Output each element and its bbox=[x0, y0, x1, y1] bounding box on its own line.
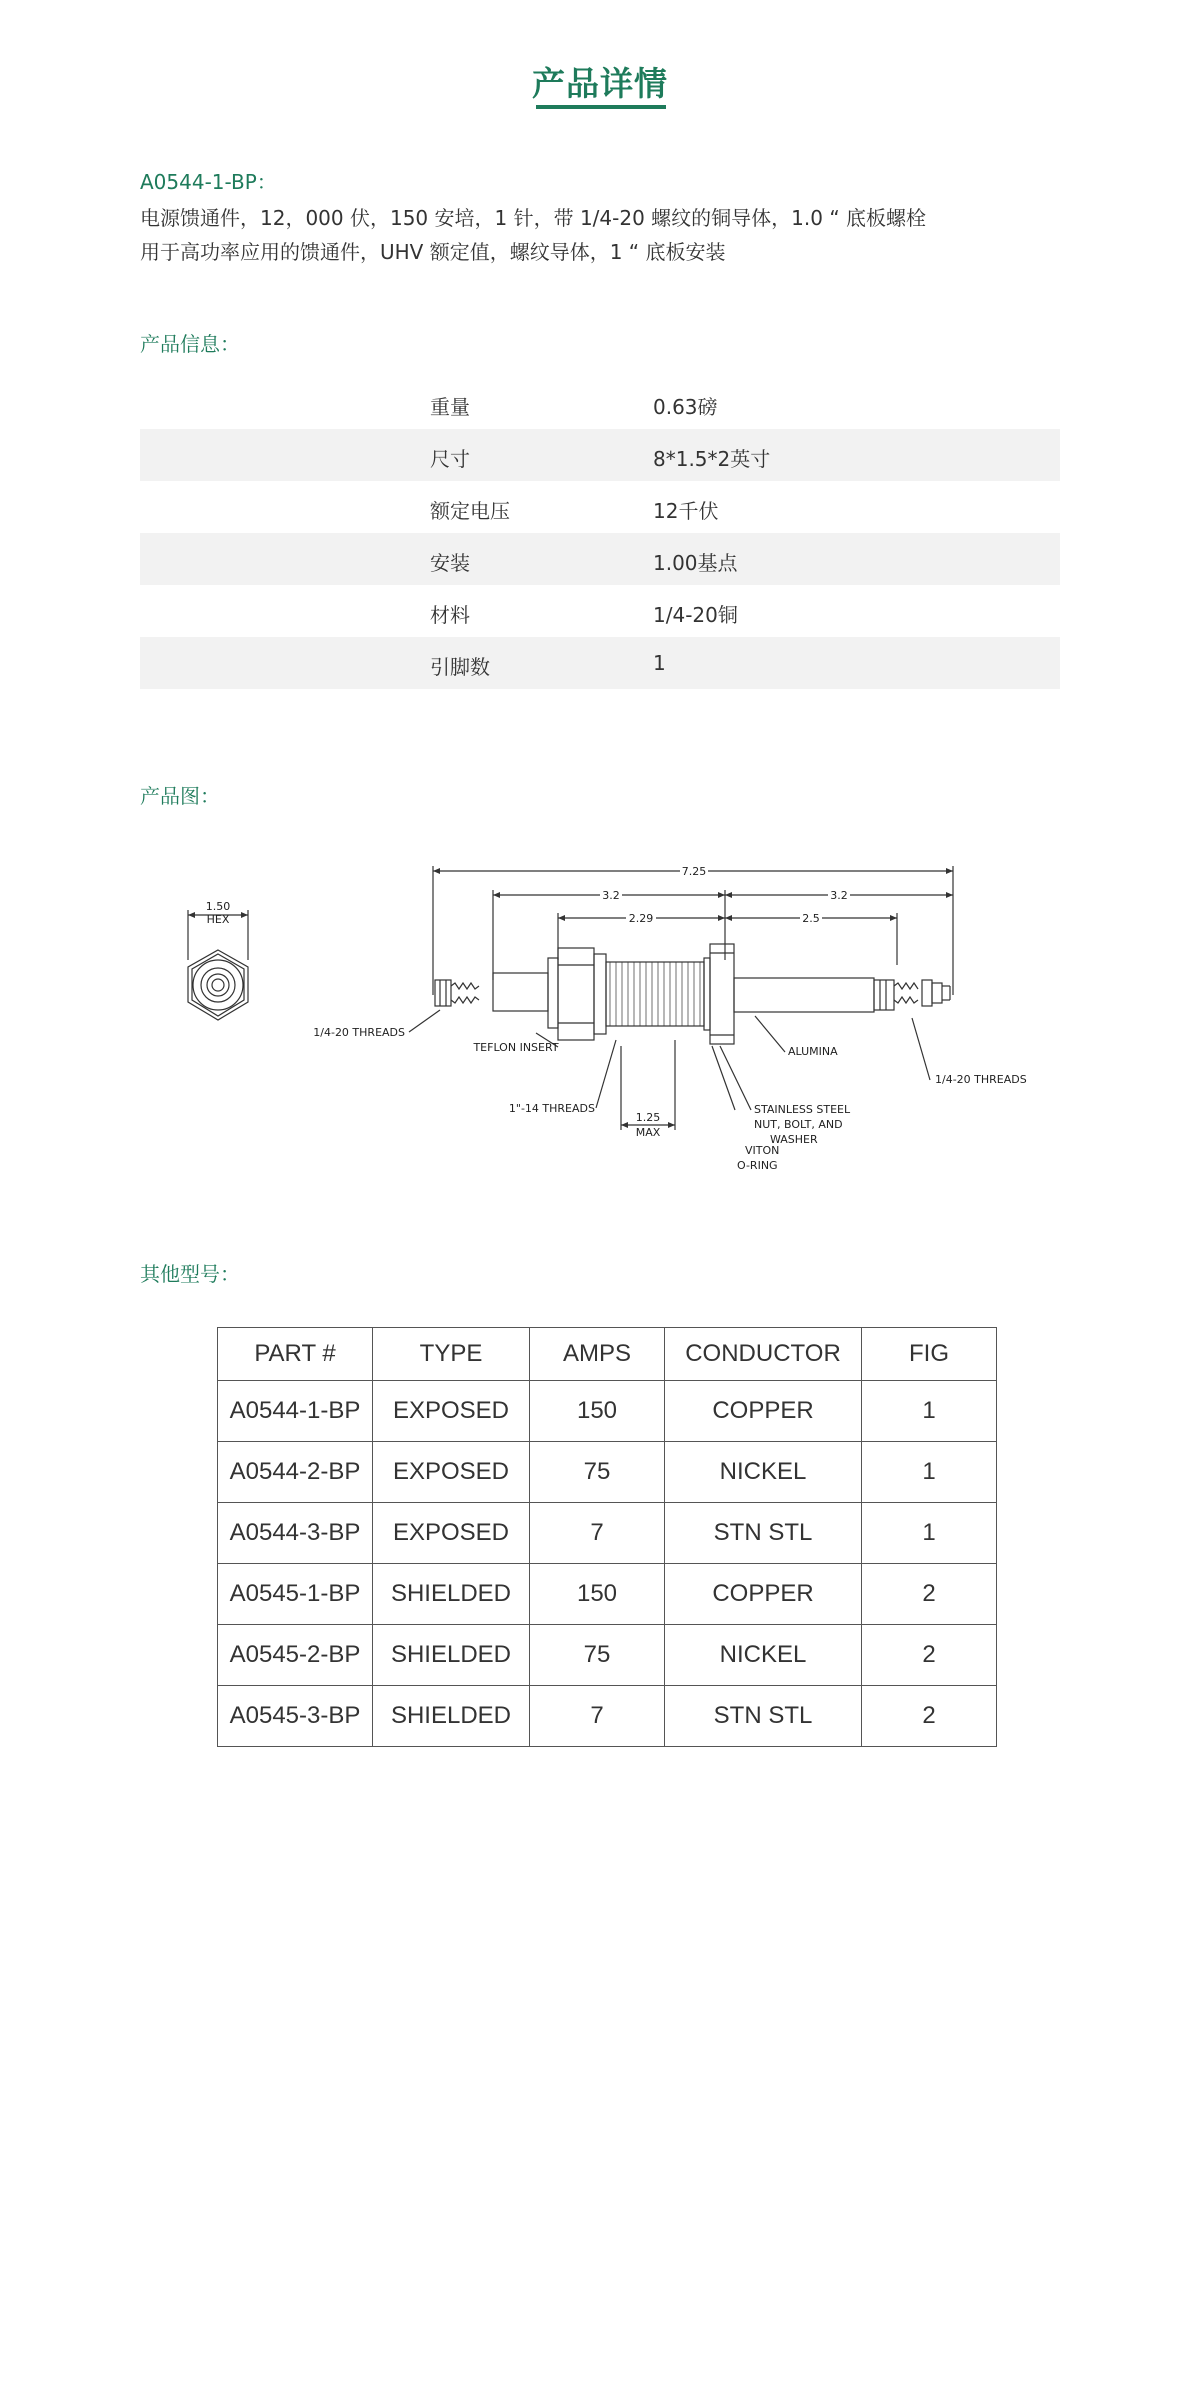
threads-left-label: 1/4-20 THREADS bbox=[313, 1026, 405, 1039]
flange bbox=[704, 944, 734, 1044]
amps-cell: 7 bbox=[530, 1686, 665, 1747]
conductor-cell: NICKEL bbox=[665, 1625, 862, 1686]
hex-label: HEX bbox=[206, 913, 230, 926]
type-cell: EXPOSED bbox=[373, 1442, 530, 1503]
models-table bbox=[217, 1327, 997, 1747]
part-cell: A0544-3-BP bbox=[218, 1503, 373, 1564]
amps-cell: 75 bbox=[530, 1625, 665, 1686]
table-row bbox=[218, 1442, 997, 1503]
amps-cell: 75 bbox=[530, 1442, 665, 1503]
type-cell: SHIELDED bbox=[373, 1564, 530, 1625]
product-image-label: 产品图： bbox=[140, 784, 220, 808]
amps-cell: 7 bbox=[530, 1503, 665, 1564]
type-cell: SHIELDED bbox=[373, 1625, 530, 1686]
amps-cell: 150 bbox=[530, 1381, 665, 1442]
conductor-cell: STN STL bbox=[665, 1503, 862, 1564]
info-value: 1/4-20铜 bbox=[653, 603, 738, 627]
part-cell: A0545-2-BP bbox=[218, 1625, 373, 1686]
fig-cell: 2 bbox=[862, 1564, 997, 1625]
description-line: 用于高功率应用的馈通件，UHV 额定值，螺纹导体，1 “ 底板安装 bbox=[140, 240, 726, 264]
info-row bbox=[140, 637, 1060, 689]
stainless-label-2: NUT, BOLT, AND bbox=[754, 1118, 843, 1131]
right-span-label: 3.2 bbox=[830, 889, 848, 902]
page-title: 产品详情 bbox=[532, 64, 668, 103]
overall-dim-label: 7.25 bbox=[681, 865, 707, 878]
viton-label-1: VITON bbox=[745, 1144, 780, 1157]
left-span-label: 3.2 bbox=[602, 889, 620, 902]
info-key: 引脚数 bbox=[430, 655, 490, 679]
hex-end-view bbox=[188, 910, 248, 1020]
info-key: 额定电压 bbox=[430, 499, 510, 523]
type-cell: EXPOSED bbox=[373, 1381, 530, 1442]
table-row bbox=[218, 1625, 997, 1686]
hex-dim-label: 1.50 bbox=[205, 900, 231, 913]
info-key: 尺寸 bbox=[430, 447, 470, 471]
info-key: 安装 bbox=[430, 551, 470, 575]
info-key: 重量 bbox=[430, 395, 470, 419]
conductor-cell: COPPER bbox=[665, 1381, 862, 1442]
info-value: 8*1.5*2英寸 bbox=[653, 447, 771, 471]
part-cell: A0544-2-BP bbox=[218, 1442, 373, 1503]
type-cell: EXPOSED bbox=[373, 1503, 530, 1564]
inner-left-label: 2.29 bbox=[628, 912, 654, 925]
column-header: AMPS bbox=[530, 1328, 665, 1381]
product-info-table bbox=[140, 377, 1060, 689]
fig-cell: 1 bbox=[862, 1442, 997, 1503]
technical-drawing bbox=[140, 840, 1060, 1180]
right-stud bbox=[894, 980, 950, 1006]
part-label: A0544-1-BP： bbox=[140, 170, 277, 194]
conductor-cell: NICKEL bbox=[665, 1442, 862, 1503]
stainless-label-3: WASHER bbox=[770, 1133, 818, 1146]
info-row bbox=[140, 481, 1060, 533]
left-stud bbox=[435, 980, 479, 1006]
alumina-tube bbox=[734, 978, 894, 1012]
viton-label-2: O-RING bbox=[737, 1159, 778, 1172]
max-dim-label: 1.25 bbox=[635, 1111, 661, 1124]
inner-right-label: 2.5 bbox=[802, 912, 820, 925]
fig-cell: 1 bbox=[862, 1503, 997, 1564]
column-header: PART # bbox=[218, 1328, 373, 1381]
threaded-body bbox=[606, 962, 704, 1026]
conductor-cell: COPPER bbox=[665, 1564, 862, 1625]
threads-right-label: 1/4-20 THREADS bbox=[935, 1073, 1027, 1086]
info-row bbox=[140, 429, 1060, 481]
other-models-label: 其他型号： bbox=[140, 1262, 240, 1286]
info-value: 1.00基点 bbox=[653, 551, 738, 575]
description-line: 电源馈通件，12，000 伏，150 安培，1 针，带 1/4-20 螺纹的铜导体，1.0 “ 底板螺栓 bbox=[140, 206, 927, 230]
stainless-label-1: STAINLESS STEEL bbox=[754, 1103, 851, 1116]
type-cell: SHIELDED bbox=[373, 1686, 530, 1747]
info-value: 0.63磅 bbox=[653, 395, 718, 419]
table-header-row bbox=[218, 1328, 997, 1381]
fig-cell: 2 bbox=[862, 1625, 997, 1686]
max-label: MAX bbox=[635, 1126, 661, 1139]
left-nut bbox=[548, 948, 606, 1040]
product-info-label: 产品信息： bbox=[140, 332, 240, 356]
column-header: FIG bbox=[862, 1328, 997, 1381]
conductor-cell: STN STL bbox=[665, 1686, 862, 1747]
alumina-label: ALUMINA bbox=[788, 1045, 838, 1058]
info-row bbox=[140, 585, 1060, 637]
table-row bbox=[218, 1381, 997, 1442]
info-row bbox=[140, 377, 1060, 429]
part-cell: A0545-1-BP bbox=[218, 1564, 373, 1625]
table-row bbox=[218, 1564, 997, 1625]
threads-14-label: 1"-14 THREADS bbox=[508, 1102, 595, 1115]
table-row bbox=[218, 1503, 997, 1564]
title-underline bbox=[536, 105, 666, 109]
info-key: 材料 bbox=[430, 603, 470, 627]
part-cell: A0545-3-BP bbox=[218, 1686, 373, 1747]
info-value: 1 bbox=[653, 651, 666, 675]
amps-cell: 150 bbox=[530, 1564, 665, 1625]
info-row bbox=[140, 533, 1060, 585]
info-value: 12千伏 bbox=[653, 499, 719, 523]
column-header: CONDUCTOR bbox=[665, 1328, 862, 1381]
part-cell: A0544-1-BP bbox=[218, 1381, 373, 1442]
teflon-label: TEFLON INSERT bbox=[473, 1041, 559, 1054]
column-header: TYPE bbox=[373, 1328, 530, 1381]
table-row bbox=[218, 1686, 997, 1747]
fig-cell: 1 bbox=[862, 1381, 997, 1442]
fig-cell: 2 bbox=[862, 1686, 997, 1747]
